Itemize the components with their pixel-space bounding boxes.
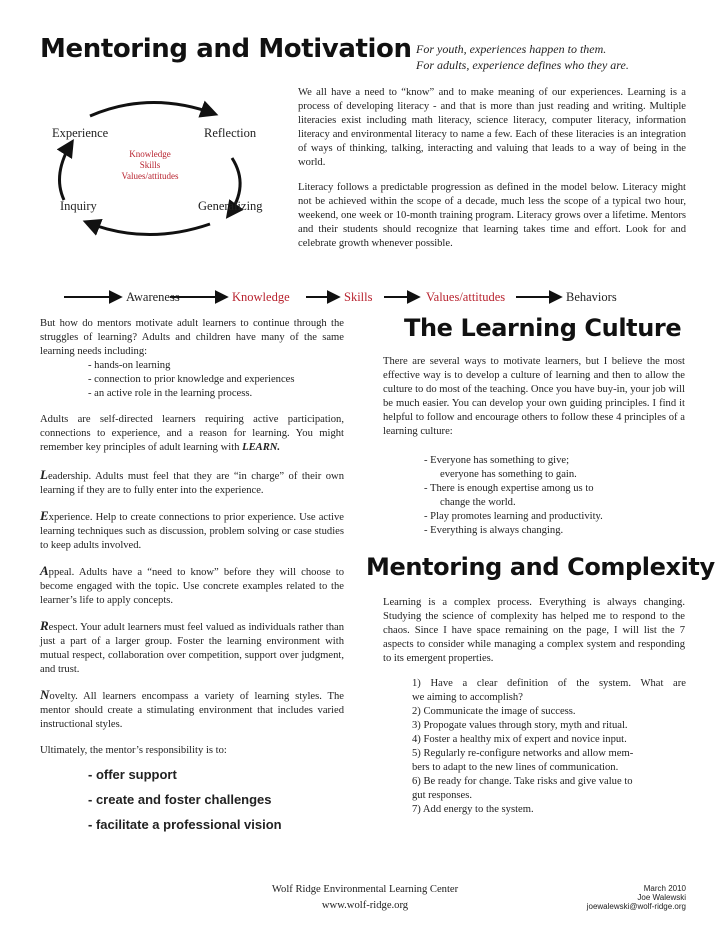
intro-section [298, 86, 686, 251]
learn-principles-intro-text: Adults are self-directed learners requiring active participation, connections to experience, and a reason for learning. You might remember key principles of adult learning with [40, 414, 344, 453]
principle-appeal-text: ppeal. Adults have a “need to know” before they will choose to become engaged with the topic. Use concrete examples related to the learner’s life to apply concepts. [40, 567, 344, 606]
culture-principle-line: - Play promotes learning and productivity. [424, 511, 603, 522]
progression-knowledge: Knowledge [232, 290, 290, 304]
principle-experience-initial: E [40, 508, 49, 523]
progression-values: Values/attitudes [426, 290, 506, 304]
principle-respect-initial: R [40, 618, 49, 633]
cycle-label-experience: Experience [52, 126, 109, 140]
principle-leadership-initial: L [40, 467, 48, 482]
complexity-title: Mentoring and Complexity [366, 553, 715, 581]
complexity-aspect-line: 6) Be ready for change. Take risks and give value to [412, 776, 633, 787]
principle-experience-text: xperience. Help to create connections to prior experience. Use active learning techniques such as discussion, problem solving or case studies to keep adults involved. [40, 512, 344, 551]
cycle-arrow-bottom [86, 222, 210, 235]
complexity-paragraph: Learning is a complex process. Everything is always changing. Studying the science of complexity has helped me to respond to the chaos. Since I have space remaining on the page, I will list the 7 aspects to consider while managing a complex system and responding to its emergent properties. [383, 597, 685, 664]
footer-website-link[interactable]: www.wolf-ridge.org [321, 900, 409, 911]
cycle-center-skills: Skills [139, 160, 161, 170]
mentor-responsibility: Ultimately, the mentor’s responsibility is to: [40, 745, 227, 756]
principle-appeal [40, 564, 344, 608]
principle-respect-text: espect. Your adult learners must feel valued as individuals rather than just a part of a larger group. Foster the learning environment with mutual respect, collaboration over competition, support over judgment, and trust. [40, 622, 344, 675]
complexity-aspect-line: we aiming to accomplish? [412, 692, 523, 703]
complexity-aspect-line: 7) Add energy to the system. [412, 804, 534, 815]
learning-culture-title: The Learning Culture [404, 314, 682, 342]
principle-novelty-initial: N [40, 687, 50, 702]
principle-respect [40, 619, 344, 677]
mentor-duties-list [40, 768, 344, 832]
learning-need-item: - hands-on learning [88, 360, 171, 371]
culture-principle-line: - Everything is always changing. [424, 525, 564, 536]
footer-date: March 2010 [643, 884, 686, 893]
footer-organization: Wolf Ridge Environmental Learning Center [271, 884, 459, 895]
intro-paragraph-1: We all have a need to “know” and to make meaning of our experiences. Learning is a process of developing literacy - and that is more than just reading and writing. Multiple literacies exist including math literacy, science literacy, computer literacy, information literacy and environmental literacy to name a few. Each of these literacies is an integration of ways of thinking, talking, interacting and valuing that leads to a way of being in the world. [298, 87, 686, 168]
learn-acronym: LEARN. [242, 442, 281, 453]
learning-needs-list [40, 359, 344, 401]
learning-culture-section [383, 355, 685, 439]
complexity-aspect-line: 4) Foster a healthy mix of expert and novice input. [412, 734, 627, 745]
cycle-arrow-top [90, 102, 215, 116]
progression-skills: Skills [344, 290, 373, 304]
learning-need-item: - connection to prior knowledge and experiences [88, 374, 295, 385]
adult-learning-intro: But how do mentors motivate adult learners to continue through the struggles of learning? Adults and children have many of the same learning needs including: [40, 318, 344, 357]
learn-principles-intro [40, 413, 344, 455]
principle-appeal-initial: A [40, 563, 49, 578]
progression-awareness: Awareness [126, 290, 180, 304]
intro-paragraph-2: Literacy follows a predictable progression as defined in the model below. Literacy might not be achieved within the scope of a decade, much less the scope of a typical two hour, weekend, one week or 10-month training program. Literacy grows over a lifetime. Mentors and their students should recognize that learning takes time and effort. Look for and celebrate growth whenever possible. [298, 182, 686, 249]
complexity-aspect-line: 1) Have a clear definition of the system. What are [412, 678, 686, 689]
culture-principles-list [424, 454, 686, 538]
mentor-duty-item: - facilitate a professional vision [88, 817, 282, 832]
complexity-aspect-line: 3) Propogate values through story, myth and ritual. [412, 720, 628, 731]
culture-principle-line: change the world. [440, 497, 516, 508]
complexity-aspect-line: gut responses. [412, 790, 473, 801]
principle-novelty [40, 688, 344, 732]
tagline-youth: For youth, experiences happen to them. [416, 42, 607, 56]
culture-principle-line: - There is enough expertise among us to [424, 483, 594, 494]
cycle-center [112, 149, 188, 182]
learning-need-item: - an active role in the learning process. [88, 388, 253, 399]
adult-learning-section [40, 317, 344, 832]
complexity-aspect-line: bers to adapt to the new lines of communication. [412, 762, 619, 773]
footer-credits [560, 884, 686, 911]
learning-culture-paragraph: There are several ways to motivate learners, but I believe the most effective way is to develop a culture of learning and then to allow the culture to do most of the teaching. Once you have buy-in, your job will be much easier. You can develop your own guiding principles. I find it helpful to follow and encourage others to follow these 4 principles of a learning culture: [383, 356, 685, 437]
complexity-aspects-list [412, 677, 686, 817]
principle-experience [40, 509, 344, 553]
principle-leadership-text: eadership. Adults must feel that they are “in charge” of their own learning if they are to fully enter into the experience. [40, 471, 344, 496]
principle-leadership [40, 468, 344, 498]
complexity-section [383, 596, 685, 666]
footer-author: Joe Walewski [637, 893, 686, 902]
cycle-center-values: Values/attitudes [121, 171, 179, 181]
principle-novelty-text: ovelty. All learners encompass a variety of learning styles. The mentor should create a stimulating environment that includes varied instructional styles. [40, 691, 344, 730]
footer-email: joewalewski@wolf-ridge.org [586, 902, 686, 911]
complexity-aspect-line: 2) Communicate the image of success. [412, 706, 576, 717]
culture-principle-line: - Everyone has something to give; [424, 455, 570, 466]
complexity-aspect-line: 5) Regularly re-configure networks and allow mem- [412, 748, 634, 759]
tagline-adults: For adults, experience defines who they are. [416, 58, 629, 72]
cycle-label-reflection: Reflection [204, 126, 257, 140]
page-title: Mentoring and Motivation [40, 34, 412, 64]
cycle-label-inquiry: Inquiry [60, 199, 97, 213]
culture-principle-line: everyone has something to gain. [440, 469, 577, 480]
progression-behaviors: Behaviors [566, 290, 617, 304]
cycle-arrow-left [60, 142, 73, 200]
mentor-duty-item: - offer support [88, 767, 177, 782]
mentor-duty-item: - create and foster challenges [88, 792, 272, 807]
cycle-center-knowledge: Knowledge [129, 149, 171, 159]
cycle-label-generalizing: Generalizing [198, 199, 263, 213]
